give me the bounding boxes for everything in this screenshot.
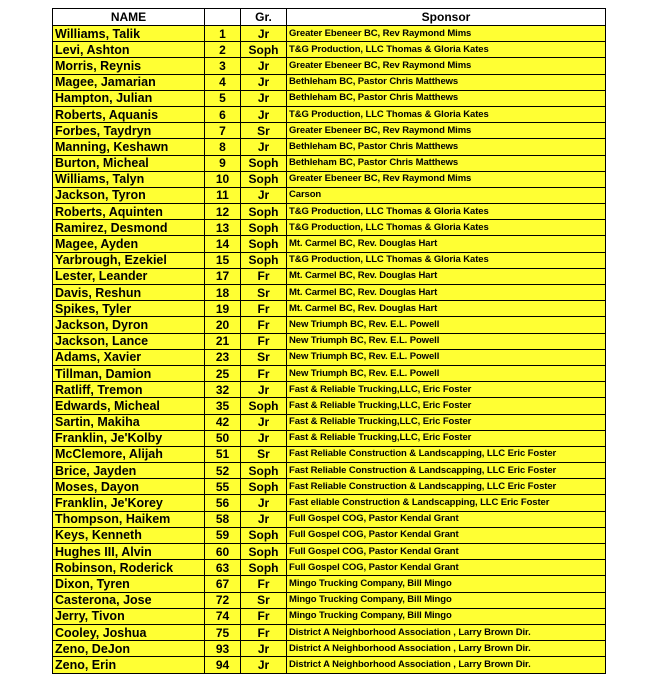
player-name: Williams, Talik bbox=[53, 26, 205, 42]
table-row bbox=[53, 349, 606, 365]
player-name: Dixon, Tyren bbox=[53, 576, 205, 592]
table-row bbox=[53, 204, 606, 220]
grade-level: Soph bbox=[241, 479, 287, 495]
table-row bbox=[53, 285, 606, 301]
table-row bbox=[53, 74, 606, 90]
grade-level: Jr bbox=[241, 511, 287, 527]
grade-level: Jr bbox=[241, 414, 287, 430]
table-row bbox=[53, 592, 606, 608]
table-row bbox=[53, 544, 606, 560]
jersey-number: 7 bbox=[205, 123, 241, 139]
table-row bbox=[53, 171, 606, 187]
table-row bbox=[53, 268, 606, 284]
grade-level: Fr bbox=[241, 268, 287, 284]
sponsor-name: Carson bbox=[287, 187, 606, 203]
grade-level: Soph bbox=[241, 155, 287, 171]
player-name: Magee, Jamarian bbox=[53, 74, 205, 90]
jersey-number: 25 bbox=[205, 365, 241, 381]
jersey-number: 4 bbox=[205, 74, 241, 90]
grade-level: Soph bbox=[241, 560, 287, 576]
sponsor-name: Fast Reliable Construction & Landscapping, LLC Eric Foster bbox=[287, 463, 606, 479]
sponsor-name: Full Gospel COG, Pastor Kendal Grant bbox=[287, 544, 606, 560]
player-name: Williams, Talyn bbox=[53, 171, 205, 187]
sponsor-name: Fast & Reliable Trucking,LLC, Eric Foster bbox=[287, 414, 606, 430]
grade-level: Jr bbox=[241, 139, 287, 155]
table-row bbox=[53, 58, 606, 74]
sponsor-name: Fast Reliable Construction & Landscapping, LLC Eric Foster bbox=[287, 479, 606, 495]
table-row bbox=[53, 495, 606, 511]
table-row bbox=[53, 560, 606, 576]
sponsor-name: Mingo Trucking Company, Bill Mingo bbox=[287, 608, 606, 624]
player-name: Magee, Ayden bbox=[53, 236, 205, 252]
grade-level: Soph bbox=[241, 171, 287, 187]
player-name: Roberts, Aquanis bbox=[53, 106, 205, 122]
sponsor-name: District A Neighborhood Association , Larry Brown Dir. bbox=[287, 641, 606, 657]
grade-level: Sr bbox=[241, 285, 287, 301]
table-row bbox=[53, 446, 606, 462]
table-row bbox=[53, 624, 606, 640]
grade-level: Soph bbox=[241, 204, 287, 220]
sponsor-name: Full Gospel COG, Pastor Kendal Grant bbox=[287, 527, 606, 543]
table-row bbox=[53, 430, 606, 446]
table-row bbox=[53, 26, 606, 42]
jersey-number: 23 bbox=[205, 349, 241, 365]
jersey-number: 15 bbox=[205, 252, 241, 268]
sponsor-name: Greater Ebeneer BC, Rev Raymond Mims bbox=[287, 26, 606, 42]
jersey-number: 2 bbox=[205, 42, 241, 58]
sponsor-name: Mingo Trucking Company, Bill Mingo bbox=[287, 576, 606, 592]
grade-level: Jr bbox=[241, 657, 287, 673]
jersey-number: 55 bbox=[205, 479, 241, 495]
jersey-number: 1 bbox=[205, 26, 241, 42]
jersey-number: 35 bbox=[205, 398, 241, 414]
sponsor-name: Full Gospel COG, Pastor Kendal Grant bbox=[287, 560, 606, 576]
sponsor-name: T&G Production, LLC Thomas & Gloria Kates bbox=[287, 42, 606, 58]
jersey-number: 58 bbox=[205, 511, 241, 527]
grade-level: Fr bbox=[241, 301, 287, 317]
table-row bbox=[53, 333, 606, 349]
jersey-number: 50 bbox=[205, 430, 241, 446]
grade-level: Fr bbox=[241, 365, 287, 381]
jersey-number: 21 bbox=[205, 333, 241, 349]
table-row bbox=[53, 155, 606, 171]
player-name: Ratliff, Tremon bbox=[53, 382, 205, 398]
jersey-number: 8 bbox=[205, 139, 241, 155]
sponsor-name: District A Neighborhood Association , Larry Brown Dir. bbox=[287, 657, 606, 673]
sponsor-name: T&G Production, LLC Thomas & Gloria Kates bbox=[287, 220, 606, 236]
sponsor-name: Greater Ebeneer BC, Rev Raymond Mims bbox=[287, 123, 606, 139]
table-row bbox=[53, 90, 606, 106]
jersey-number: 17 bbox=[205, 268, 241, 284]
jersey-number: 56 bbox=[205, 495, 241, 511]
player-name: Franklin, Je'Kolby bbox=[53, 430, 205, 446]
player-name: Burton, Micheal bbox=[53, 155, 205, 171]
sponsor-name: T&G Production, LLC Thomas & Gloria Kates bbox=[287, 252, 606, 268]
grade-level: Soph bbox=[241, 252, 287, 268]
table-row bbox=[53, 641, 606, 657]
player-name: Edwards, Micheal bbox=[53, 398, 205, 414]
jersey-number: 9 bbox=[205, 155, 241, 171]
table-row bbox=[53, 252, 606, 268]
grade-level: Soph bbox=[241, 220, 287, 236]
grade-level: Jr bbox=[241, 430, 287, 446]
sponsor-name: New Triumph BC, Rev. E.L. Powell bbox=[287, 333, 606, 349]
table-row bbox=[53, 365, 606, 381]
sponsor-name: Mt. Carmel BC, Rev. Douglas Hart bbox=[287, 236, 606, 252]
jersey-number: 52 bbox=[205, 463, 241, 479]
sponsor-name: Bethleham BC, Pastor Chris Matthews bbox=[287, 74, 606, 90]
table-row bbox=[53, 220, 606, 236]
jersey-number: 13 bbox=[205, 220, 241, 236]
player-name: McClemore, Alijah bbox=[53, 446, 205, 462]
grade-level: Jr bbox=[241, 382, 287, 398]
grade-level: Jr bbox=[241, 641, 287, 657]
sponsor-name: Fast Reliable Construction & Landscapping, LLC Eric Foster bbox=[287, 446, 606, 462]
jersey-number: 51 bbox=[205, 446, 241, 462]
player-name: Davis, Reshun bbox=[53, 285, 205, 301]
grade-level: Sr bbox=[241, 446, 287, 462]
table-row bbox=[53, 139, 606, 155]
jersey-number: 59 bbox=[205, 527, 241, 543]
player-name: Ramirez, Desmond bbox=[53, 220, 205, 236]
sponsor-name: New Triumph BC, Rev. E.L. Powell bbox=[287, 365, 606, 381]
sponsor-name: Fast & Reliable Trucking,LLC, Eric Foster bbox=[287, 382, 606, 398]
player-name: Hampton, Julian bbox=[53, 90, 205, 106]
player-name: Tillman, Damion bbox=[53, 365, 205, 381]
sponsor-name: Mt. Carmel BC, Rev. Douglas Hart bbox=[287, 268, 606, 284]
table-row bbox=[53, 657, 606, 673]
player-name: Jerry, Tivon bbox=[53, 608, 205, 624]
grade-level: Soph bbox=[241, 544, 287, 560]
sponsor-name: T&G Production, LLC Thomas & Gloria Kates bbox=[287, 204, 606, 220]
player-name: Cooley, Joshua bbox=[53, 624, 205, 640]
jersey-number: 19 bbox=[205, 301, 241, 317]
sponsor-name: Greater Ebeneer BC, Rev Raymond Mims bbox=[287, 171, 606, 187]
player-name: Adams, Xavier bbox=[53, 349, 205, 365]
grade-level: Jr bbox=[241, 74, 287, 90]
roster-table bbox=[52, 8, 606, 674]
player-name: Robinson, Roderick bbox=[53, 560, 205, 576]
grade-level: Jr bbox=[241, 187, 287, 203]
jersey-number: 74 bbox=[205, 608, 241, 624]
player-name: Moses, Dayon bbox=[53, 479, 205, 495]
jersey-number: 20 bbox=[205, 317, 241, 333]
jersey-number: 75 bbox=[205, 624, 241, 640]
jersey-number: 6 bbox=[205, 106, 241, 122]
table-row bbox=[53, 123, 606, 139]
sponsor-name: New Triumph BC, Rev. E.L. Powell bbox=[287, 317, 606, 333]
sponsor-name: Bethleham BC, Pastor Chris Matthews bbox=[287, 139, 606, 155]
player-name: Roberts, Aquinten bbox=[53, 204, 205, 220]
sponsor-name: Bethleham BC, Pastor Chris Matthews bbox=[287, 155, 606, 171]
sponsor-name: District A Neighborhood Association , Larry Brown Dir. bbox=[287, 624, 606, 640]
grade-level: Soph bbox=[241, 236, 287, 252]
sponsor-name: Fast & Reliable Trucking,LLC, Eric Foster bbox=[287, 398, 606, 414]
table-row bbox=[53, 42, 606, 58]
player-name: Jackson, Lance bbox=[53, 333, 205, 349]
header-row bbox=[53, 9, 606, 26]
sponsor-name: New Triumph BC, Rev. E.L. Powell bbox=[287, 349, 606, 365]
sponsor-name: Greater Ebeneer BC, Rev Raymond Mims bbox=[287, 58, 606, 74]
grade-level: Fr bbox=[241, 576, 287, 592]
table-row bbox=[53, 479, 606, 495]
jersey-number: 18 bbox=[205, 285, 241, 301]
grade-level: Soph bbox=[241, 42, 287, 58]
grade-level: Jr bbox=[241, 495, 287, 511]
grade-level: Soph bbox=[241, 527, 287, 543]
table-row bbox=[53, 187, 606, 203]
player-name: Zeno, DeJon bbox=[53, 641, 205, 657]
player-name: Jackson, Dyron bbox=[53, 317, 205, 333]
grade-level: Soph bbox=[241, 398, 287, 414]
table-row bbox=[53, 527, 606, 543]
table-row bbox=[53, 301, 606, 317]
player-name: Thompson, Haikem bbox=[53, 511, 205, 527]
grade-level: Sr bbox=[241, 123, 287, 139]
grade-level: Jr bbox=[241, 90, 287, 106]
player-name: Jackson, Tyron bbox=[53, 187, 205, 203]
table-row bbox=[53, 398, 606, 414]
player-name: Forbes, Taydryn bbox=[53, 123, 205, 139]
table-row bbox=[53, 106, 606, 122]
grade-level: Soph bbox=[241, 463, 287, 479]
jersey-number: 14 bbox=[205, 236, 241, 252]
grade-level: Fr bbox=[241, 624, 287, 640]
sponsor-column-header: Sponsor bbox=[287, 9, 606, 26]
table-row bbox=[53, 236, 606, 252]
jersey-number: 67 bbox=[205, 576, 241, 592]
jersey-number: 72 bbox=[205, 592, 241, 608]
player-name: Levi, Ashton bbox=[53, 42, 205, 58]
player-name: Manning, Keshawn bbox=[53, 139, 205, 155]
jersey-number: 10 bbox=[205, 171, 241, 187]
sponsor-name: T&G Production, LLC Thomas & Gloria Kates bbox=[287, 106, 606, 122]
player-name: Hughes III, Alvin bbox=[53, 544, 205, 560]
sponsor-name: Mt. Carmel BC, Rev. Douglas Hart bbox=[287, 301, 606, 317]
grade-column-header: Gr. bbox=[241, 9, 287, 26]
jersey-number: 63 bbox=[205, 560, 241, 576]
player-name: Morris, Reynis bbox=[53, 58, 205, 74]
jersey-number: 3 bbox=[205, 58, 241, 74]
grade-level: Jr bbox=[241, 106, 287, 122]
player-name: Keys, Kenneth bbox=[53, 527, 205, 543]
player-name: Brice, Jayden bbox=[53, 463, 205, 479]
player-name: Yarbrough, Ezekiel bbox=[53, 252, 205, 268]
number-column-header bbox=[205, 9, 241, 26]
sponsor-name: Fast eliable Construction & Landscapping, LLC Eric Foster bbox=[287, 495, 606, 511]
sponsor-name: Fast & Reliable Trucking,LLC, Eric Foster bbox=[287, 430, 606, 446]
jersey-number: 12 bbox=[205, 204, 241, 220]
jersey-number: 32 bbox=[205, 382, 241, 398]
table-row bbox=[53, 463, 606, 479]
player-name: Zeno, Erin bbox=[53, 657, 205, 673]
player-name: Sartin, Makiha bbox=[53, 414, 205, 430]
player-name: Franklin, Je'Korey bbox=[53, 495, 205, 511]
jersey-number: 5 bbox=[205, 90, 241, 106]
jersey-number: 93 bbox=[205, 641, 241, 657]
roster-body bbox=[53, 26, 606, 674]
jersey-number: 94 bbox=[205, 657, 241, 673]
table-row bbox=[53, 382, 606, 398]
sponsor-name: Mingo Trucking Company, Bill Mingo bbox=[287, 592, 606, 608]
jersey-number: 11 bbox=[205, 187, 241, 203]
table-row bbox=[53, 608, 606, 624]
table-row bbox=[53, 511, 606, 527]
name-column-header: NAME bbox=[53, 9, 205, 26]
player-name: Spikes, Tyler bbox=[53, 301, 205, 317]
sponsor-name: Bethleham BC, Pastor Chris Matthews bbox=[287, 90, 606, 106]
table-row bbox=[53, 317, 606, 333]
jersey-number: 60 bbox=[205, 544, 241, 560]
player-name: Lester, Leander bbox=[53, 268, 205, 284]
sponsor-name: Mt. Carmel BC, Rev. Douglas Hart bbox=[287, 285, 606, 301]
player-name: Casterona, Jose bbox=[53, 592, 205, 608]
jersey-number: 42 bbox=[205, 414, 241, 430]
grade-level: Fr bbox=[241, 317, 287, 333]
sponsor-name: Full Gospel COG, Pastor Kendal Grant bbox=[287, 511, 606, 527]
table-row bbox=[53, 576, 606, 592]
grade-level: Sr bbox=[241, 592, 287, 608]
grade-level: Sr bbox=[241, 349, 287, 365]
grade-level: Jr bbox=[241, 58, 287, 74]
table-row bbox=[53, 414, 606, 430]
grade-level: Fr bbox=[241, 333, 287, 349]
grade-level: Fr bbox=[241, 608, 287, 624]
grade-level: Jr bbox=[241, 26, 287, 42]
